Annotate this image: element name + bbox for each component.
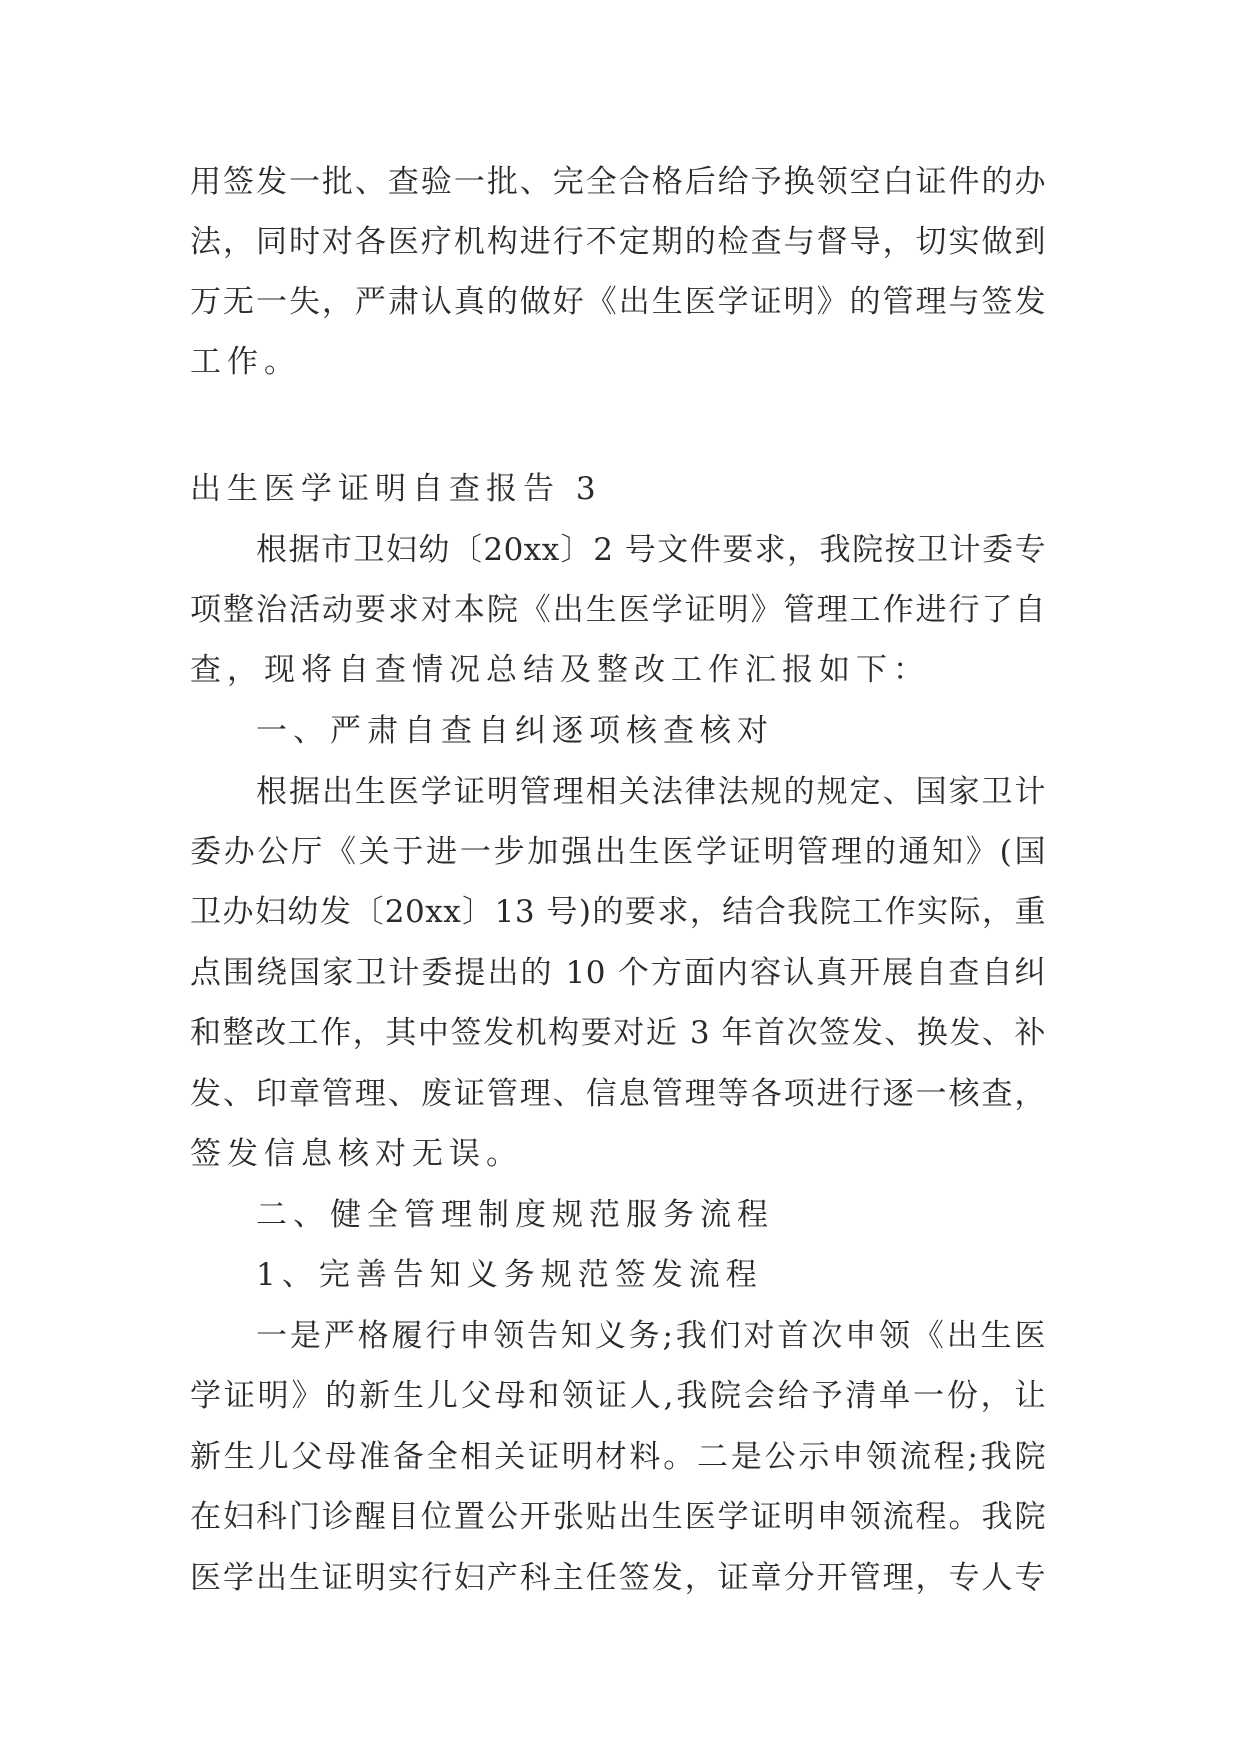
paragraph-line: 一是严格履行申领告知义务;我们对首次申领《出生医 [256, 1318, 1046, 1354]
paragraph-line: 委办公厅《关于进一步加强出生医学证明管理的通知》(国 [190, 834, 1046, 870]
subsection-heading: 1、完善告知义务规范签发流程 [256, 1257, 763, 1293]
paragraph-line: 医学出生证明实行妇产科主任签发，证章分开管理，专人专 [190, 1560, 1046, 1596]
paragraph-line: 根据出生医学证明管理相关法律法规的规定、国家卫计 [256, 774, 1046, 810]
paragraph-line: 卫办妇幼发〔20xx〕13 号)的要求，结合我院工作实际，重 [190, 894, 1046, 930]
paragraph-line: 万无一失，严肃认真的做好《出生医学证明》的管理与签发 [190, 284, 1046, 320]
paragraph-line: 发、印章管理、废证管理、信息管理等各项进行逐一核查， [190, 1076, 1046, 1112]
paragraph-line: 新生儿父母准备全相关证明材料。二是公示申领流程;我院 [190, 1439, 1046, 1475]
paragraph-line: 签发信息核对无误。 [190, 1136, 523, 1172]
paragraph-line: 用签发一批、查验一批、完全合格后给予换领空白证件的办 [190, 164, 1046, 200]
paragraph-line: 在妇科门诊醒目位置公开张贴出生医学证明申领流程。我院 [190, 1499, 1046, 1535]
paragraph-line: 法，同时对各医疗机构进行不定期的检查与督导，切实做到 [190, 224, 1046, 260]
section-heading: 一、严肃自查自纠逐项核查核对 [256, 713, 774, 749]
paragraph-line: 学证明》的新生儿父母和领证人,我院会给予清单一份，让 [190, 1378, 1046, 1414]
paragraph-line: 项整治活动要求对本院《出生医学证明》管理工作进行了自 [190, 592, 1046, 628]
paragraph-line: 查，现将自查情况总结及整改工作汇报如下： [190, 652, 930, 688]
paragraph-line: 点围绕国家卫计委提出的 10 个方面内容认真开展自查自纠 [190, 955, 1046, 991]
section-heading: 二、健全管理制度规范服务流程 [256, 1197, 774, 1233]
paragraph-line: 根据市卫妇幼〔20xx〕2 号文件要求，我院按卫计委专 [256, 532, 1046, 568]
section-title: 出生医学证明自查报告 3 [190, 471, 602, 507]
paragraph-line: 工作。 [190, 344, 301, 380]
paragraph-line: 和整改工作，其中签发机构要对近 3 年首次签发、换发、补 [190, 1015, 1046, 1051]
